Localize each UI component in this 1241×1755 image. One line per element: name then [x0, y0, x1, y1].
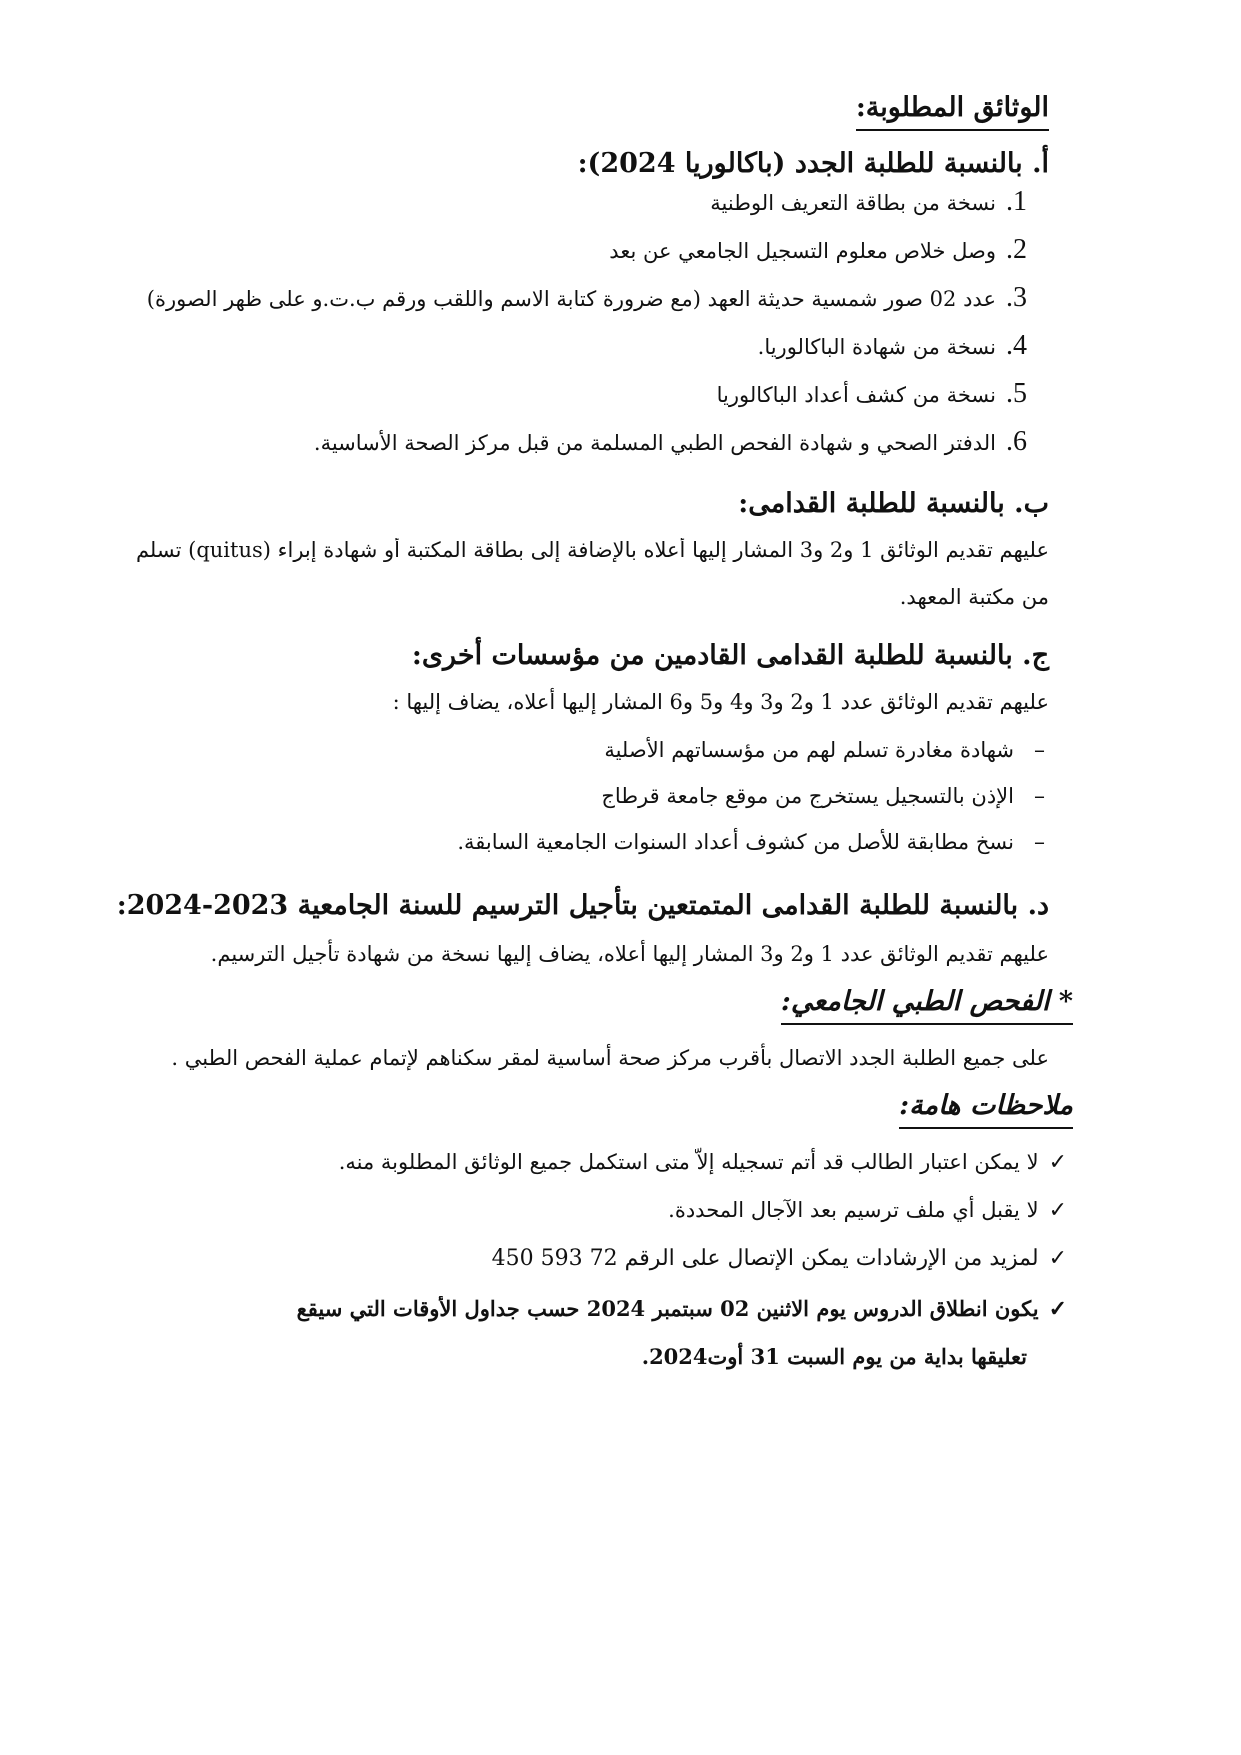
checkmark-icon: ✓	[1048, 1296, 1067, 1322]
section-c-bullet-1: –شهادة مغادرة تسلم لهم من مؤسساتهم الأصلية	[604, 738, 1045, 763]
section-b-line-1: عليهم تقديم الوثائق 1 و2 و3 المشار إليها أعلاه بالإضافة إلى بطاقة المكتبة أو شهادة إبراء (quitus) تسلم	[135, 538, 1049, 562]
medical-text: على جميع الطلبة الجدد الاتصال بأقرب مركز صحة أساسية لمقر سكناهم لإتمام عملية الفحص الطبي .	[171, 1046, 1049, 1070]
page-title: الوثائق المطلوبة:	[856, 92, 1049, 131]
dash-icon: –	[1034, 784, 1045, 809]
item-text: وصل خلاص معلوم التسجيل الجامعي عن بعد	[609, 239, 996, 263]
item-text: نسخة من كشف أعداد الباكالوريا	[716, 383, 996, 407]
checkmark-icon: ✓	[1048, 1246, 1067, 1271]
item-text: الدفتر الصحي و شهادة الفحص الطبي المسلمة من قبل مركز الصحة الأساسية.	[313, 431, 996, 455]
item-text: عدد 02 صور شمسية حديثة العهد (مع ضرورة كتابة الاسم واللقب ورقم ب.ت.و على ظهر الصورة)	[146, 287, 996, 311]
item-number: 2.	[1006, 234, 1027, 265]
section-c-heading: ج. بالنسبة للطلبة القدامى القادمين من مؤسسات أخرى:	[411, 640, 1049, 671]
section-a-item-3	[147, 282, 1027, 314]
item-text: نسخة من بطاقة التعريف الوطنية	[710, 191, 996, 215]
section-c-intro: عليهم تقديم الوثائق عدد 1 و2 و3 و4 و5 و6 المشار إليها أعلاه، يضاف إليها :	[392, 690, 1049, 714]
item-text: نسخة من شهادة الباكالوريا.	[757, 335, 996, 359]
dash-icon: –	[1034, 830, 1045, 855]
section-c-bullet-3: –نسخ مطابقة للأصل من كشوف أعداد السنوات الجامعية السابقة.	[457, 830, 1045, 855]
checkmark-icon: ✓	[1048, 1150, 1067, 1175]
section-d-text: عليهم تقديم الوثائق عدد 1 و2 و3 المشار إليها أعلاه، يضاف إليها نسخة من شهادة تأجيل الترسيم.	[210, 942, 1049, 966]
checkmark-icon: ✓	[1048, 1198, 1067, 1223]
section-a-item-4	[758, 330, 1027, 362]
item-number: 3.	[1006, 282, 1027, 313]
note-item-1: ✓لا يمكن اعتبار الطالب قد أتم تسجيله إلاّ متى استكمل جميع الوثائق المطلوبة منه.	[338, 1150, 1067, 1175]
medical-heading: * الفحص الطبي الجامعي:	[781, 986, 1073, 1025]
section-a-heading: أ. بالنسبة للطلبة الجدد (باكالوريا 2024):	[577, 148, 1049, 179]
item-number: 5.	[1006, 378, 1027, 409]
item-number: 4.	[1006, 330, 1027, 361]
section-a-item-2	[609, 234, 1027, 266]
note-item-2: ✓لا يقبل أي ملف ترسيم بعد الآجال المحددة.	[668, 1198, 1067, 1223]
note-item-3: ✓لمزيد من الإرشادات يمكن الإتصال على الرقم 72 593 450	[491, 1246, 1067, 1271]
section-d-heading: د. بالنسبة للطلبة القدامى المتمتعين بتأجيل الترسيم للسنة الجامعية 2023-2024:	[116, 890, 1049, 921]
dash-icon: –	[1034, 738, 1045, 763]
section-c-bullet-2: –الإذن بالتسجيل يستخرج من موقع جامعة قرطاج	[601, 784, 1045, 809]
section-b-heading: ب. بالنسبة للطلبة القدامى:	[738, 488, 1049, 519]
notes-heading: ملاحظات هامة:	[899, 1090, 1073, 1129]
section-a-item-6	[314, 426, 1027, 458]
section-a-item-5	[717, 378, 1027, 410]
section-a-item-1	[710, 186, 1027, 218]
note-item-4: ✓يكون انطلاق الدروس يوم الاثنين 02 سبتمبر 2024 حسب جداول الأوقات التي سيقع	[296, 1296, 1067, 1322]
item-number: 1.	[1006, 186, 1027, 217]
section-b-line-2: من مكتبة المعهد.	[899, 585, 1049, 609]
note-item-4-continued: تعليقها بداية من يوم السبت 31 أوت2024.	[641, 1344, 1027, 1369]
item-number: 6.	[1006, 426, 1027, 457]
